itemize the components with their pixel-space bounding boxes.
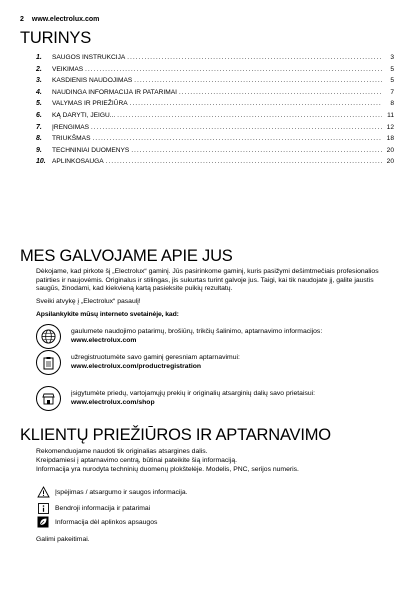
toc-item-title: NAUDINGA INFORMACIJA IR PATARIMAI [52, 88, 177, 96]
toc-leader-dots [85, 67, 382, 73]
site-url[interactable]: www.electrolux.com [31, 16, 100, 23]
visit-text: Apsilankykite mūsų interneto svetainėje, kad: [36, 311, 179, 318]
toc-leader-dots [134, 78, 382, 84]
legend-warning [36, 486, 336, 498]
legend-text: Bendroji informacija ir patarimai [55, 504, 151, 512]
footer-note: Galimi pakeitimai. [36, 536, 90, 543]
table-of-contents [36, 54, 394, 170]
toc-item-title: SAUGOS INSTRUKCIJA [52, 54, 126, 61]
toc-item-title: APLINKOSAUGA [52, 158, 104, 166]
toc-title: TURINYS [20, 29, 92, 47]
link-description: užregistruotumėte savo gaminį geresniam aptarnavimui: [71, 354, 240, 361]
toc-item[interactable] [36, 158, 394, 170]
service-line: Kreipdamiesi į aptarnavimo centrą, būtinai pateikite šią informaciją. [36, 457, 237, 464]
toc-item-number: 7. [36, 123, 42, 131]
toc-item-title: TRIUKŠMAS [52, 135, 91, 143]
toc-item-number: 3. [36, 77, 42, 85]
link-description: įsigytumėte priedų, vartojamųjų prekių ir originalių atsarginių dalių savo prietaisui: [71, 390, 316, 397]
toc-item[interactable] [36, 89, 394, 101]
toc-item[interactable] [36, 147, 394, 159]
link-item-registration [36, 350, 394, 375]
toc-item-title: TECHNINIAI DUOMENYS [52, 146, 130, 154]
toc-leader-dots [130, 101, 382, 107]
toc-item[interactable] [36, 66, 394, 78]
toc-item[interactable] [36, 54, 394, 66]
service-title: KLIENTŲ PRIEŽIŪROS IR APTARNAVIMO [20, 426, 331, 444]
warning-icon [36, 486, 50, 498]
toc-item-number: 2. [36, 65, 42, 73]
toc-item-page: 8 [390, 100, 394, 108]
toc-item-number: 10. [36, 158, 46, 166]
toc-item-title: KĄ DARYTI, JEIGU... [52, 111, 116, 119]
globe-icon [36, 324, 61, 349]
legend-text: Informacija dėl aplinkos apsaugos [55, 518, 158, 526]
link-description: gaulumete naudojimo patarimų, brošiūrų, trikčių šalinimo, aptarnavimo informacijos: [71, 328, 323, 335]
registration-link[interactable]: www.electrolux.com/productregistration [71, 362, 202, 370]
legend-info [36, 502, 336, 514]
toc-item-page: 7 [390, 88, 394, 96]
toc-item-number: 1. [36, 54, 42, 61]
support-link[interactable]: www.electrolux.com [71, 336, 137, 344]
legend-text: Įspėjimas / atsargumo ir saugos informacija. [55, 488, 188, 496]
shop-link[interactable]: www.electrolux.com/shop [71, 398, 155, 406]
toc-item-page: 12 [386, 123, 394, 131]
intro-paragraph: Dėkojame, kad pirkote šį „Electrolux“ gaminį. Jūs pasirinkome gaminį, kuris pasižymi dešimtmečiais profesionalios patirties ir naujovėmis. Originalus ir stilingas, jis sukurtas turint galvoje jus. Taigi, kai tik naudojate jį, galite jaustis saugūs, žinodami, kad kiekvieną kartą pasieksite puikių rezultatų. [36, 268, 379, 293]
toc-item-title: ĮRENGIMAS [52, 123, 90, 131]
shop-icon [36, 386, 61, 411]
toc-item-page: 20 [386, 146, 394, 154]
page-number: 2 [20, 16, 24, 23]
toc-item-number: 6. [36, 111, 42, 119]
clipboard-icon [36, 350, 61, 375]
toc-item-page: 3 [390, 54, 394, 61]
toc-item-number: 8. [36, 135, 42, 143]
service-line: Informacija yra nurodyta techninių duomenų plokštelėje. Modelis, PNC, serijos numeris. [36, 466, 299, 473]
page-header [20, 16, 99, 23]
toc-leader-dots [127, 55, 382, 61]
toc-item-number: 5. [36, 100, 42, 108]
toc-item[interactable] [36, 77, 394, 89]
welcome-text: Sveiki atvykę į „Electrolux“ pasaulį! [36, 298, 141, 305]
toc-item-number: 4. [36, 88, 42, 96]
toc-item[interactable] [36, 100, 394, 112]
toc-leader-dots [131, 148, 382, 154]
toc-item[interactable] [36, 112, 394, 124]
intro-title: MES GALVOJAME APIE JUS [20, 247, 233, 265]
toc-leader-dots [117, 113, 382, 119]
toc-item[interactable] [36, 135, 394, 147]
toc-item-page: 5 [390, 65, 394, 73]
link-item-support [36, 324, 394, 349]
link-item-shop [36, 386, 394, 411]
toc-leader-dots [91, 125, 382, 131]
toc-leader-dots [179, 90, 382, 96]
toc-leader-dots [92, 136, 382, 142]
toc-leader-dots [106, 159, 382, 165]
toc-item-title: VALYMAS IR PRIEŽIŪRA [52, 100, 128, 108]
toc-item-page: 20 [386, 158, 394, 166]
service-line: Rekomenduojame naudoti tik originalias atsargines dalis. [36, 448, 208, 455]
toc-item-number: 9. [36, 146, 42, 154]
legend-environment [36, 516, 336, 528]
toc-item[interactable] [36, 124, 394, 136]
info-icon [36, 502, 50, 514]
toc-item-title: VEIKIMAS [52, 65, 84, 73]
toc-item-title: KASDIENIS NAUDOJIMAS [52, 77, 133, 85]
toc-item-page: 5 [390, 77, 394, 85]
leaf-icon [36, 516, 50, 528]
toc-item-page: 18 [386, 135, 394, 143]
toc-item-page: 11 [387, 111, 394, 119]
